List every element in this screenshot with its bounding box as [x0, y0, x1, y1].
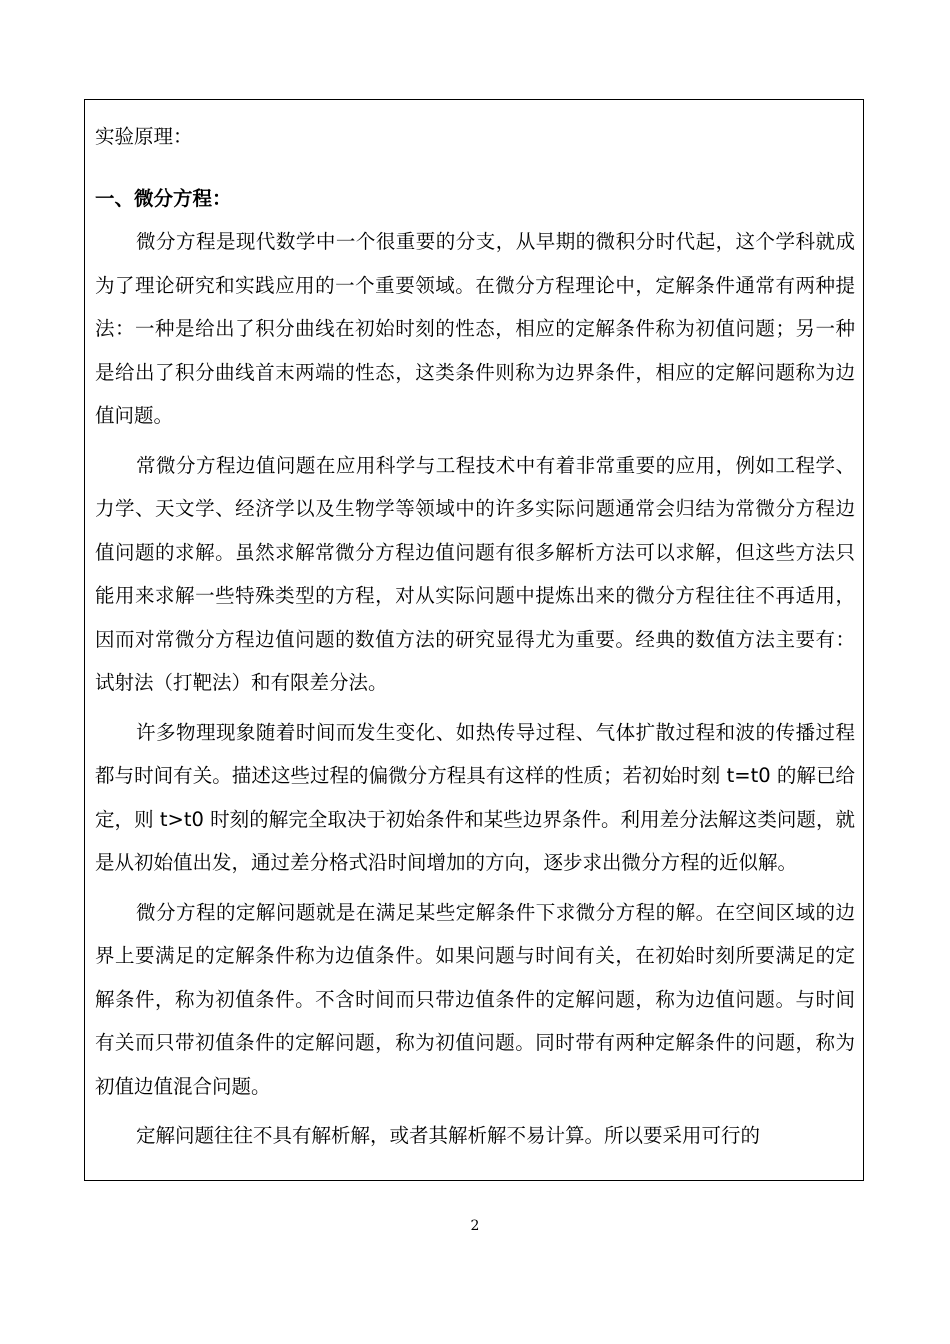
- paragraph-3: 许多物理现象随着时间而发生变化、如热传导过程、气体扩散过程和波的传播过程都与时间有关。描述这些过程的偏微分方程具有这样的性质；若初始时刻 t=t0 的解已给定，则 t>t0 时刻的解完全取决于初始条件和某些边界条件。利用差分法解这类问题，就是从初始值出发，通过差分格式沿时间增加的方向，逐步求出微分方程的近似解。: [95, 720, 855, 874]
- paragraph-5: 定解问题往往不具有解析解，或者其解析解不易计算。所以要采用可行的: [136, 1124, 761, 1147]
- paragraph-1: 微分方程是现代数学中一个很重要的分支，从早期的微积分时代起，这个学科就成为了理论研究和实践应用的一个重要领域。在微分方程理论中，定解条件通常有两种提法：一种是给出了积分曲线在初始时刻的性态，相应的定解条件称为初值问题；另一种是给出了积分曲线首末两端的性态，这类条件则称为边界条件，相应的定解问题称为边值问题。: [95, 230, 855, 427]
- page-number: 2: [470, 1218, 480, 1234]
- section-heading: 一、微分方程：: [95, 186, 232, 210]
- document-body: [95, 115, 855, 1158]
- section-label: 实验原理：: [95, 125, 193, 148]
- paragraph-4: 微分方程的定解问题就是在满足某些定解条件下求微分方程的解。在空间区域的边界上要满足的定解条件称为边值条件。如果问题与时间有关，在初始时刻所要满足的定解条件，称为初值条件。不含时间而只带边值条件的定解问题，称为边值问题。与时间有关而只带初值条件的定解问题，称为初值问题。同时带有两种定解条件的问题，称为初值边值混合问题。: [95, 900, 855, 1098]
- paragraph-2: 常微分方程边值问题在应用科学与工程技术中有着非常重要的应用，例如工程学、力学、天文学、经济学以及生物学等领域中的许多实际问题通常会归结为常微分方程边值问题的求解。虽然求解常微分方程边值问题有很多解析方法可以求解，但这些方法只能用来求解一些特殊类型的方程，对从实际问题中提炼出来的微分方程往往不再适用，因而对常微分方程边值问题的数值方法的研究显得尤为重要。经典的数值方法主要有：试射法（打靶法）和有限差分法。: [95, 453, 855, 694]
